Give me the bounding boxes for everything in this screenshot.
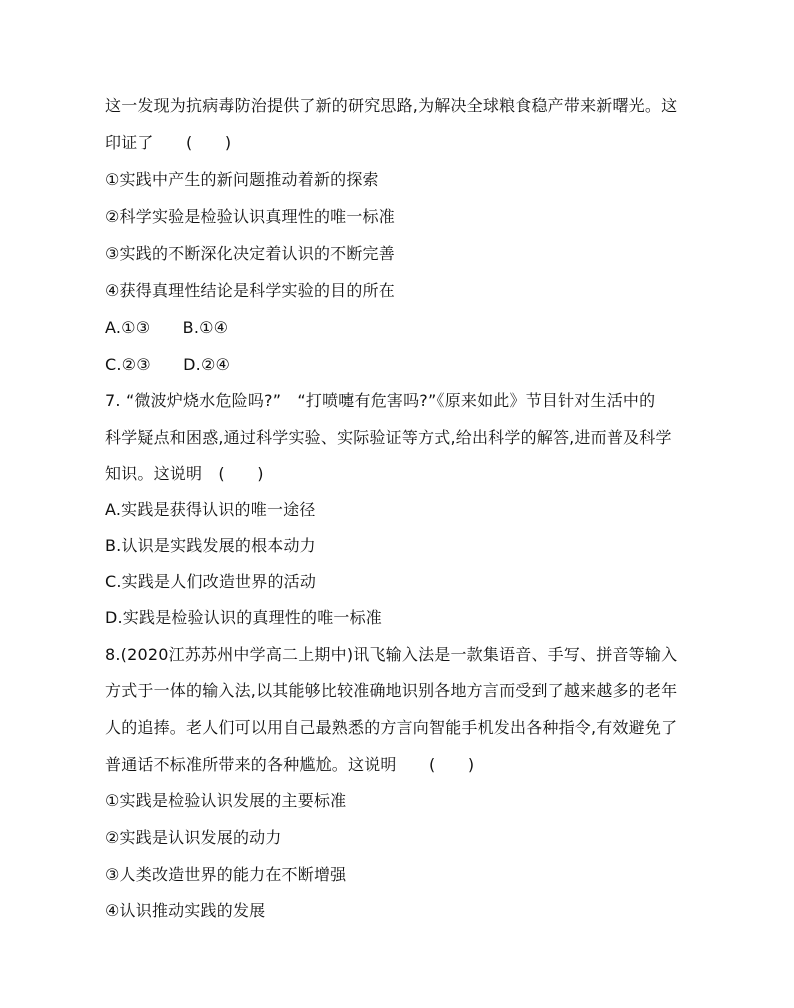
q6-options-ab: A.①③ B.①④ (105, 318, 229, 337)
q8-stem-line-2: 方式于一体的输入法,以其能够比较准确地识别各地方言而受到了越来越多的老年 (105, 681, 678, 700)
q7-option-d: D.实践是检验认识的真理性的唯一标准 (105, 608, 383, 627)
q8-stem-line-4: 普通话不标准所带来的各种尴尬。这说明 ( ) (105, 755, 475, 774)
q8-stem-line-1: 8.(2020江苏苏州中学高二上期中)讯飞输入法是一款集语音、手写、拼音等输入 (105, 645, 678, 664)
q8-statement-2: ②实践是认识发展的动力 (105, 828, 282, 847)
q6-statement-4: ④获得真理性结论是科学实验的目的所在 (105, 281, 395, 300)
q7-stem-line-1: 7. “微波炉烧水危险吗?” “打喷嚏有危害吗?”《原来如此》节目针对生活中的 (105, 391, 656, 410)
q8-stem-line-3: 人的追捧。老人们可以用自己最熟悉的方言向智能手机发出各种指令,有效避免了 (105, 718, 678, 737)
q6-options-cd: C.②③ D.②④ (105, 355, 231, 374)
q8-statement-1: ①实践是检验认识发展的主要标准 (105, 791, 347, 810)
q8-statement-4: ④认识推动实践的发展 (105, 901, 266, 920)
q8-statement-3: ③人类改造世界的能力在不断增强 (105, 865, 347, 884)
q7-stem-line-2: 科学疑点和困惑,通过科学实验、实际验证等方式,给出科学的解答,进而普及科学 (105, 428, 672, 447)
q6-stem-line-2: 印证了 ( ) (105, 133, 232, 152)
q6-statement-2: ②科学实验是检验认识真理性的唯一标准 (105, 207, 395, 226)
q7-option-c: C.实践是人们改造世界的活动 (105, 572, 317, 591)
q6-statement-1: ①实践中产生的新问题推动着新的探索 (105, 170, 379, 189)
q7-stem-line-3: 知识。这说明 ( ) (105, 464, 264, 483)
q7-option-a: A.实践是获得认识的唯一途径 (105, 500, 316, 519)
q6-stem-line-1: 这一发现为抗病毒防治提供了新的研究思路,为解决全球粮食稳产带来新曙光。这 (105, 96, 678, 115)
q6-statement-3: ③实践的不断深化决定着认识的不断完善 (105, 244, 395, 263)
q7-option-b: B.认识是实践发展的根本动力 (105, 536, 316, 555)
